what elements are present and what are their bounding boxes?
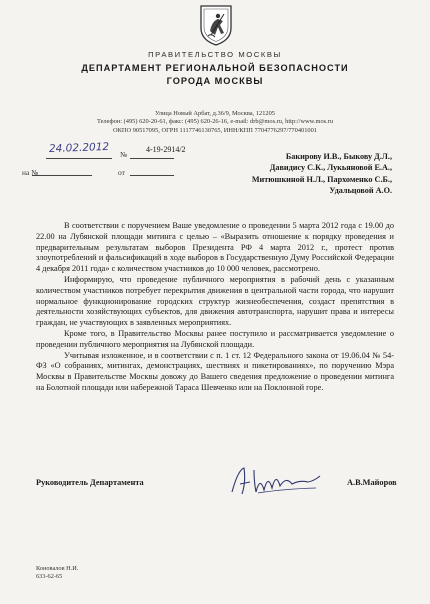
number-underline	[130, 158, 174, 159]
department-line-2: ГОРОДА МОСКВЫ	[166, 76, 264, 86]
reference-prefix: на №	[22, 168, 39, 177]
signatory-title: Руководитель Департамента	[36, 478, 144, 487]
letterhead-contacts	[0, 110, 430, 135]
reference-from: от	[118, 168, 125, 177]
paragraph-4: Учитывая изложенное, и в соответствии с п. 1 ст. 12 Федерального закона от 19.06.04 № 54-ФЗ «О собраниях, митингах, демонстрациях, шествиях и пикетированиях», по поручению Мэра Москвы в Правительстве Москвы довожу до Вашего сведения предложение о проведении митинга на Болотной площади или набережной Тараса Шевченко или на Поклонной горе.	[36, 350, 394, 392]
moscow-coat-of-arms-icon	[198, 4, 234, 46]
government-name: ПРАВИТЕЛЬСТВО МОСКВЫ	[148, 50, 282, 59]
phones: Телефон: (495) 620-20-61, факс: (495) 620-26-16, e-mail: drb@mos.ru, http://www.mos.ru	[96, 118, 334, 126]
executor-name: Коновалов Н.И.	[36, 565, 79, 572]
reference-date-underline	[130, 175, 174, 176]
department-line-1: ДЕПАРТАМЕНТ РЕГИОНАЛЬНОЙ БЕЗОПАСНОСТИ	[81, 63, 349, 73]
reference-underline	[32, 175, 92, 176]
paragraph-3: Кроме того, в Правительство Москвы ранее поступило и рассматривается уведомление о проведении публичного мероприятия на Лубянской площади.	[36, 328, 394, 349]
registration-number: 4-19-2914/2	[146, 145, 186, 154]
number-label: №	[120, 150, 128, 159]
address: Улица Новый Арбат, д.36/9, Москва, 121205	[154, 110, 275, 117]
codes: ОКПО 90517095, ОГРН 1117746130765, ИНН/КПП 7704776297/770401001	[113, 126, 317, 134]
executor-phone: 633-62-65	[36, 573, 63, 581]
addressee-line: Давидису С.К., Лукьяновой Е.А.,	[269, 163, 392, 173]
executor-info	[36, 565, 78, 582]
date-underline	[46, 158, 112, 159]
handwritten-signature-icon	[228, 462, 323, 500]
addressee-line: Бакирову И.В., Быкову Д.Л.,	[285, 152, 392, 161]
addressee-block	[196, 151, 392, 196]
addressee-line: Митюшкиной Н.Л., Пархоменко С.Б.,	[251, 174, 392, 184]
letter-body	[36, 221, 394, 394]
addressee-line: Удальцовой А.О.	[329, 185, 392, 195]
paragraph-1: В соответствии с поручением Ваше уведомление о проведении 5 марта 2012 года с 19.00 до 22.00 на Лубянской площади митинга с целью – «Выразить отношение к порядку проведения и предварительным результатам выборов Президента РФ 4 марта 2012 г., протест против злоупотреблений и фальсификаций в ходе выборов в Государственную Думу Российской Федерации 4 декабря 2011 года» с количеством участников до 10 000 человек, рассмотрено.	[36, 221, 394, 274]
paragraph-2: Информирую, что проведение публичного мероприятия в рабочий день с указанным количеством участников потребует перекрытия движения в центральной части города, что нарушит нормальное функционирование городских структур жизнеобеспечения, создаст препятствия в деятельности хозяйствующих субъектов, для движения автотранспорта, нарушит права и интересы граждан, не участвующих в заявленных мероприятиях.	[36, 274, 394, 328]
department-name	[0, 62, 430, 88]
handwritten-date: 24.02.2012	[48, 140, 110, 156]
signatory-name: А.В.Майоров	[347, 478, 397, 487]
